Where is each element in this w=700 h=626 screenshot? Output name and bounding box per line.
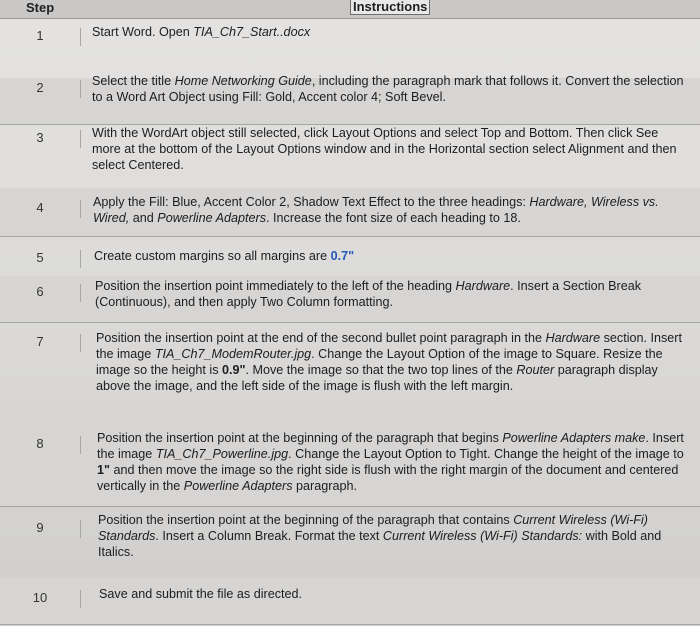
step-instruction: Apply the Fill: Blue, Accent Color 2, Shadow Text Effect to the three headings: Hardware, Wireless vs. Wired, and Powerline Adapters. Increase the font size of each heading to 18. [93,195,659,225]
step-number: 4 [0,200,81,218]
step-instruction: Position the insertion point at the beginning of the paragraph that contains Current Wireless (Wi-Fi) Standards. Insert a Column Break. Format the text Current Wireless (Wi-Fi) Standards: with Bold and Italics. [98,513,662,559]
table-header [0,0,700,19]
table-row [0,19,700,79]
table-row [0,322,700,425]
step-number: 1 [0,28,81,46]
step-number: 8 [0,436,81,454]
step-number: 2 [0,80,81,98]
table-row [0,74,700,125]
step-instruction: Save and submit the file as directed. [99,587,303,601]
step-instruction: Select the title Home Networking Guide, including the paragraph mark that follows it. Convert the selection to a Word Art Object using Fill: Gold, Accent color 4; Soft Bevel. [92,74,684,104]
table-row [0,124,700,189]
step-instruction: With the WordArt object still selected, click Layout Options and select Top and Bottom. Then click See more at the bottom of the Layout Options window and in the Horizontal section select Alignment and then select Centered. [92,126,677,172]
header-step: Step [26,0,55,15]
step-number: 9 [0,520,81,538]
table-row [0,276,700,323]
table-row [0,236,700,277]
step-number: 7 [0,334,81,352]
table-row [0,506,700,579]
step-instruction: Create custom margins so all margins are 0.7" [94,249,355,263]
table-row [0,188,700,237]
step-instruction: Position the insertion point at the end of the second bullet point paragraph in the Hardware section. Insert the image TIA_Ch7_ModemRouter.jpg. Change the Layout Option of the image to Square. Resize the image so the height is 0.9". Move the image so that the two top lines of the Router paragraph display above the image, and the left side of the image is flush with the left margin. [96,331,682,393]
step-instruction: Position the insertion point at the beginning of the paragraph that begins Powerline Adapters make. Insert the image TIA_Ch7_Powerline.jpg. Change the Layout Option to Tight. Change the height of the image to 1" and then move the image so the right side is flush with the right margin of the document and centered vertically in the Powerline Adapters paragraph. [97,431,684,493]
step-number: 3 [0,130,81,148]
table-row [0,578,700,625]
step-number: 10 [0,590,81,608]
step-instruction: Start Word. Open TIA_Ch7_Start..docx [92,25,311,39]
step-number: 6 [0,284,81,302]
table-row [0,424,700,507]
step-number: 5 [0,250,81,268]
header-instructions: Instructions [350,0,430,15]
step-instruction: Position the insertion point immediately to the left of the heading Hardware. Insert a Section Break (Continuous), and then apply Two Column formatting. [95,279,642,309]
